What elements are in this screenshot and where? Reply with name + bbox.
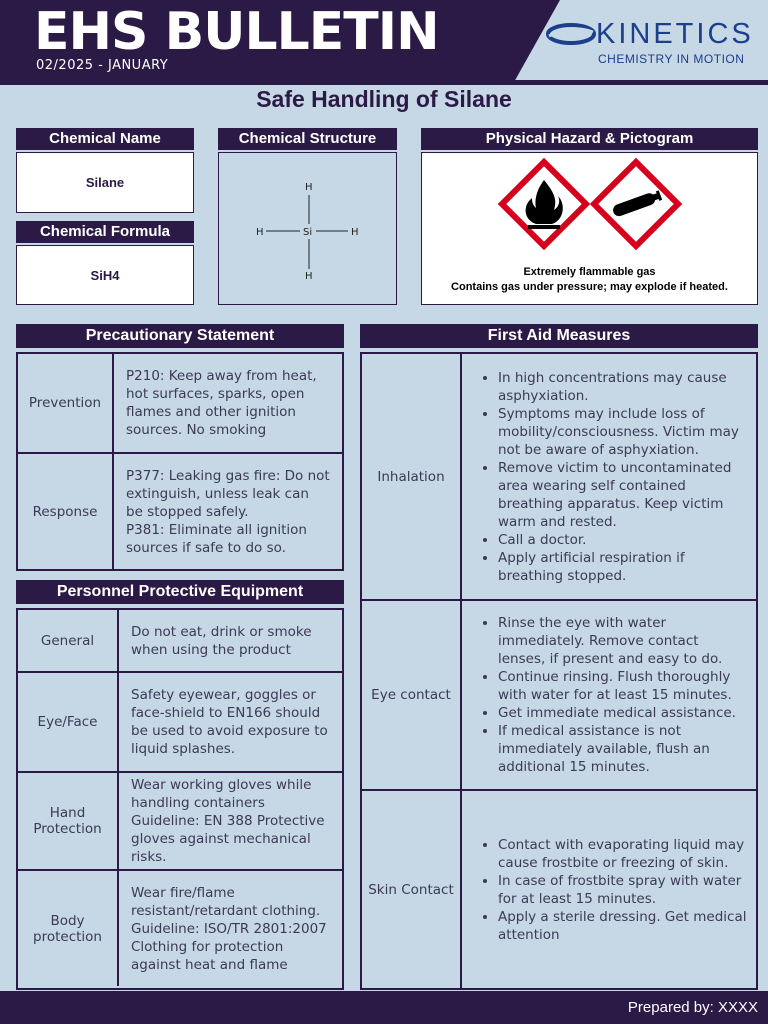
gas-cylinder-pictogram-icon — [590, 158, 682, 250]
row-label-hand: Hand Protection — [18, 773, 119, 869]
table-row — [18, 354, 342, 454]
table-row — [362, 354, 756, 601]
chemical-structure-heading: Chemical Structure — [218, 128, 397, 150]
row-label-prevention: Prevention — [18, 354, 114, 452]
logo-tagline: CHEMISTRY IN MOTION — [598, 52, 745, 66]
list-item: • Call a doctor. — [498, 531, 748, 549]
prepared-by: Prepared by: XXXX — [627, 999, 758, 1016]
row-label-response: Response — [18, 454, 114, 569]
response-p377: P377: Leaking gas fire: Do not extinguish, unless leak can be stopped safely. — [126, 467, 330, 520]
list-item: • Apply artificial respiration if breathing stopped. — [498, 549, 748, 585]
bulletin-title: EHS BULLETIN — [34, 2, 439, 62]
bulletin-date: 02/2025 - JANUARY — [36, 58, 169, 73]
table-row — [18, 871, 342, 986]
inhalation-list — [476, 369, 748, 585]
chemical-name-heading: Chemical Name — [16, 128, 194, 150]
list-item: • Contact with evaporating liquid may cause frostbite or freezing of skin. — [498, 836, 748, 872]
hazard-panel — [421, 152, 758, 305]
hazard-statement-1: Extremely flammable gas — [523, 266, 656, 278]
list-item: • Remove victim to uncontaminated area wearing self contained breathing apparatus. Keep victim warm and rested. — [498, 459, 748, 531]
chemical-formula-value: SiH4 — [16, 245, 194, 305]
precautionary-heading: Precautionary Statement — [16, 324, 344, 348]
response-p381: P381: Eliminate all ignition sources if safe to do so. — [126, 521, 307, 556]
row-text-eye-face: Safety eyewear, goggles or face-shield to EN166 should be used to avoid exposure to liquid splashes. — [131, 687, 328, 757]
row-text-prevention: P210: Keep away from heat, hot surfaces, sparks, open flames and other ignition sources. No smoking — [126, 368, 317, 438]
eye-contact-list — [476, 614, 748, 776]
flame-pictogram-icon — [498, 158, 590, 250]
table-row — [18, 773, 342, 871]
table-row — [362, 791, 756, 988]
list-item: • Continue rinsing. Flush thoroughly with water for at least 15 minutes. — [498, 668, 748, 704]
row-label-eye-contact: Eye contact — [362, 601, 462, 789]
page-title: Safe Handling of Silane — [256, 86, 512, 112]
row-text-body: Wear fire/flame resistant/retardant clothing. Guideline: ISO/TR 2801:2007 Clothing for protection against heat and flame — [131, 884, 327, 973]
chemical-structure-panel — [218, 152, 397, 305]
table-row — [362, 601, 756, 791]
chemical-formula-heading: Chemical Formula — [16, 221, 194, 243]
skin-contact-list — [476, 836, 748, 944]
row-label-skin-contact: Skin Contact — [362, 791, 462, 988]
atom-h-right: H — [351, 227, 359, 238]
logo-name: KINETICS — [596, 18, 754, 50]
list-item: • In case of frostbite spray with water for at least 15 minutes. — [498, 872, 748, 908]
list-item: • Symptoms may include loss of mobility/consciousness. Victim may not be aware of asphyxiation. — [498, 405, 748, 459]
atom-h-left: H — [256, 227, 264, 238]
ppe-heading: Personnel Protective Equipment — [16, 580, 344, 604]
row-label-inhalation: Inhalation — [362, 354, 462, 599]
row-text-response — [114, 454, 342, 569]
row-label-general: General — [18, 610, 119, 671]
table-row — [18, 454, 342, 569]
row-label-eye-face: Eye/Face — [18, 673, 119, 771]
row-text-general: Do not eat, drink or smoke when using the product — [131, 623, 312, 658]
atom-h-top: H — [305, 182, 313, 193]
table-row — [18, 610, 342, 673]
first-aid-table — [360, 352, 758, 990]
hazard-heading: Physical Hazard & Pictogram — [421, 128, 758, 150]
precautionary-table — [16, 352, 344, 571]
hazard-statement-2: Contains gas under pressure; may explode if heated. — [451, 281, 728, 293]
first-aid-heading: First Aid Measures — [360, 324, 758, 348]
atom-h-bottom: H — [305, 271, 313, 282]
chemical-name-value: Silane — [16, 152, 194, 213]
row-label-body: Body protection — [18, 871, 119, 986]
kinetics-logo-icon — [545, 20, 597, 48]
list-item: • Apply a sterile dressing. Get medical attention — [498, 908, 748, 944]
list-item: • If medical assistance is not immediately available, flush an additional 15 minutes. — [498, 722, 748, 776]
list-item: • In high concentrations may cause asphyxiation. — [498, 369, 748, 405]
row-text-hand: Wear working gloves while handling containers Guideline: EN 388 Protective gloves against mechanical risks. — [131, 777, 325, 865]
atom-si: Si — [303, 227, 313, 238]
header-divider — [0, 80, 768, 85]
table-row — [18, 673, 342, 773]
silane-structure-diagram — [219, 153, 396, 304]
ppe-table — [16, 608, 344, 990]
list-item: • Get immediate medical assistance. — [498, 704, 748, 722]
list-item: • Rinse the eye with water immediately. Remove contact lenses, if present and easy to do. — [498, 614, 748, 668]
